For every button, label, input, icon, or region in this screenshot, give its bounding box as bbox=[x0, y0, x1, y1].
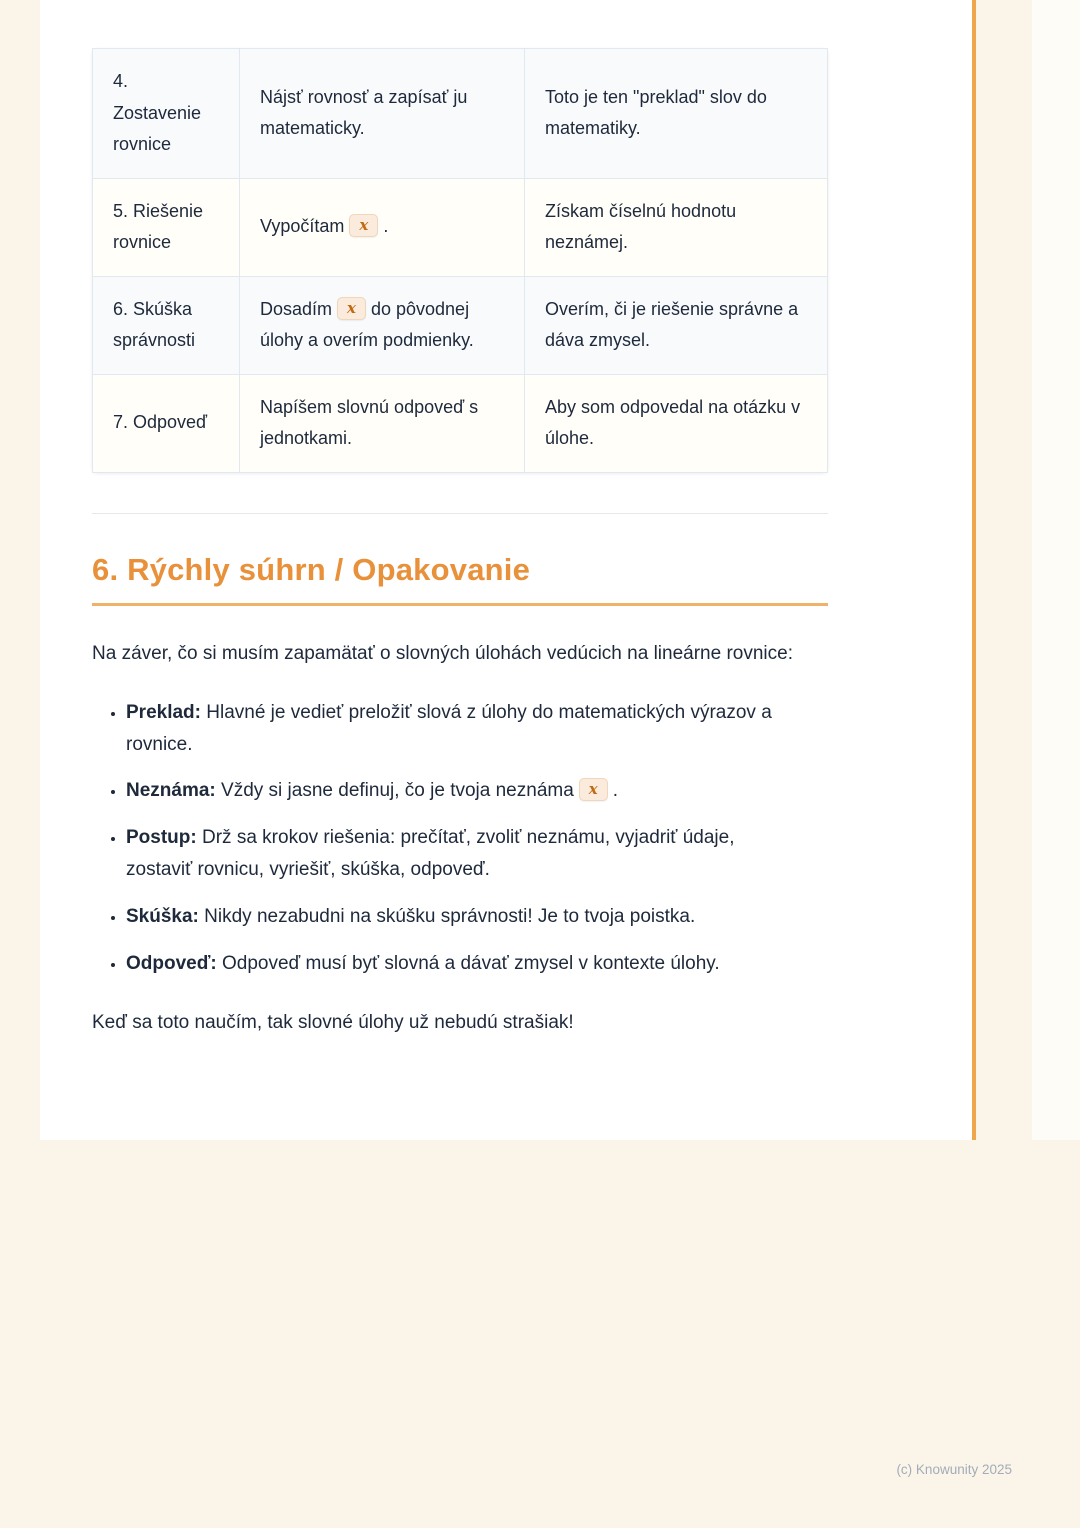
action-text: Napíšem slovnú odpoveď s jednotkami. bbox=[260, 396, 479, 448]
list-item bbox=[126, 775, 804, 807]
action-text: . bbox=[383, 216, 389, 237]
table-cell-step: 4. Zostavenie rovnice bbox=[92, 48, 240, 179]
variable-x-badge: x bbox=[337, 297, 366, 320]
intro-paragraph: Na záver, čo si musím zapamätať o slovných úlohách vedúcich na lineárne rovnice: bbox=[92, 642, 793, 664]
content-area bbox=[40, 0, 972, 1140]
bullet-label: Skúška: bbox=[126, 906, 199, 928]
bullet-text: . bbox=[612, 780, 619, 802]
table-cell-note: Aby som odpovedal na otázku v úlohe. bbox=[525, 375, 828, 473]
action-text: Vypočítam bbox=[260, 216, 345, 237]
table-cell-action bbox=[240, 277, 525, 375]
table-cell-action bbox=[240, 48, 525, 179]
table-row bbox=[92, 375, 828, 473]
table-cell-note: Overím, či je riešenie správne a dáva zmysel. bbox=[525, 277, 828, 375]
table-cell-step: 6. Skúška správnosti bbox=[92, 277, 240, 375]
bullet-text: Nikdy nezabudni na skúšku správnosti! Je to tvoja poistka. bbox=[198, 906, 696, 928]
action-text: Dosadím bbox=[260, 298, 333, 319]
section-divider bbox=[92, 513, 828, 514]
list-item bbox=[126, 948, 804, 980]
list-item bbox=[126, 822, 804, 886]
table-row bbox=[92, 48, 828, 179]
bullet-label: Odpoveď: bbox=[126, 953, 217, 975]
bullet-text: Odpoveď musí byť slovná a dávať zmysel v kontexte úlohy. bbox=[216, 953, 720, 975]
bullet-label: Preklad: bbox=[126, 701, 201, 723]
summary-list bbox=[92, 697, 804, 980]
table-cell-step: 5. Riešenie rovnice bbox=[92, 179, 240, 277]
bullet-text: Hlavné je vedieť preložiť slová z úlohy do matematických výrazov a rovnice. bbox=[126, 701, 772, 755]
variable-x-badge: x bbox=[349, 214, 378, 237]
table-cell-action bbox=[240, 179, 525, 277]
bullet-label: Neznáma: bbox=[126, 780, 216, 802]
bullet-label: Postup: bbox=[126, 827, 197, 849]
outro-paragraph: Keď sa toto naučím, tak slovné úlohy už nebudú strašiak! bbox=[92, 1011, 574, 1033]
table-row bbox=[92, 277, 828, 375]
action-text: Nájsť rovnosť a zapísať ju matematicky. bbox=[260, 86, 468, 139]
table-row bbox=[92, 179, 828, 277]
bullet-text: Vždy si jasne definuj, čo je tvoja neznáma bbox=[215, 780, 574, 802]
bullet-text: Drž sa krokov riešenia: prečítať, zvoliť neznámu, vyjadriť údaje, zostaviť rovnicu, vyriešiť, skúška, odpoveď. bbox=[126, 827, 735, 881]
table-cell-action bbox=[240, 375, 525, 473]
steps-table bbox=[92, 48, 828, 473]
table-cell-note: Získam číselnú hodnotu neznámej. bbox=[525, 179, 828, 277]
table-cell-step: 7. Odpoveď bbox=[92, 375, 240, 473]
list-item bbox=[126, 697, 804, 761]
footer-credit: (c) Knowunity 2025 bbox=[896, 1462, 1012, 1477]
section-heading: 6. Rýchly súhrn / Opakovanie bbox=[92, 551, 531, 587]
heading-underline bbox=[92, 603, 828, 606]
page-right-strip bbox=[1032, 0, 1080, 1140]
table-cell-note: Toto je ten "preklad" slov do matematiky. bbox=[525, 48, 828, 179]
variable-x-badge: x bbox=[579, 778, 608, 801]
action-text: do pôvodnej úlohy a overím podmienky. bbox=[260, 298, 474, 350]
list-item bbox=[126, 901, 804, 933]
page-accent-line bbox=[972, 0, 976, 1140]
